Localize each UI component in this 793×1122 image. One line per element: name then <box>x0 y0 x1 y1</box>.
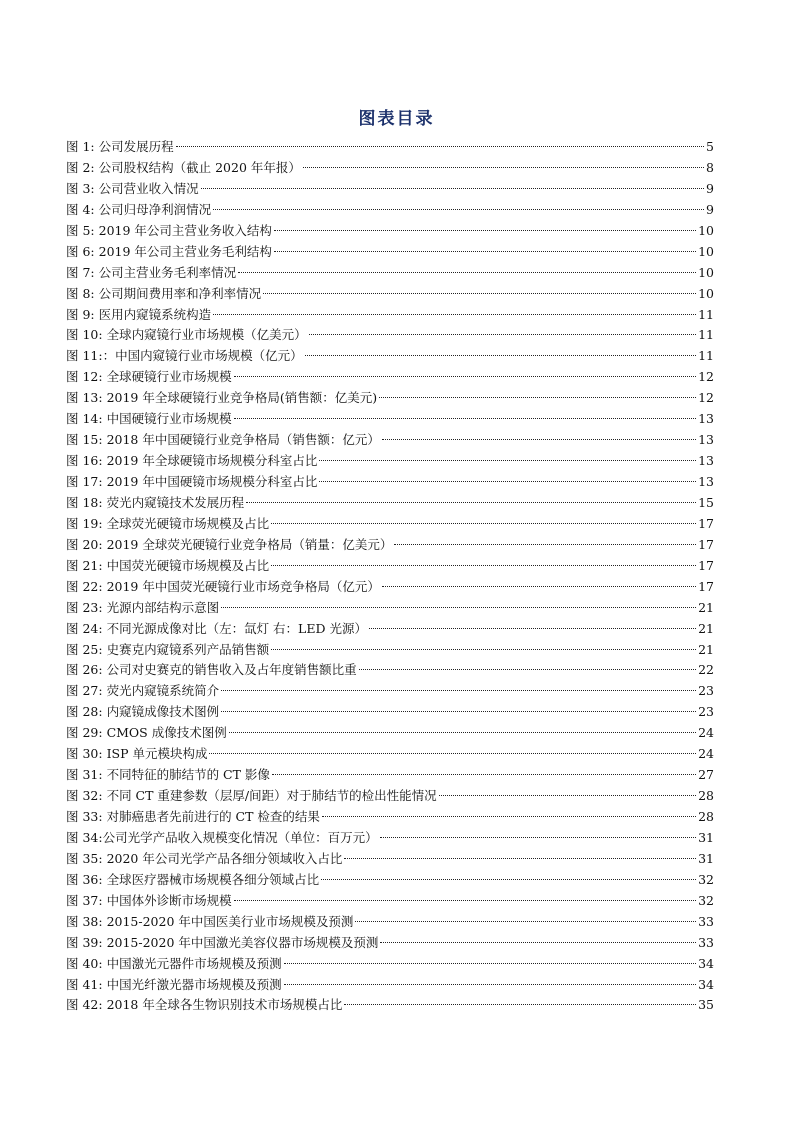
dot-leader <box>234 900 697 901</box>
toc-entry-page-number: 13 <box>698 453 714 469</box>
toc-entry-label: 图 13: 2019 年全球硬镜行业竞争格局(销售额：亿美元) <box>66 390 378 406</box>
dot-leader <box>209 753 696 754</box>
toc-entry-label: 图 33: 对肺癌患者先前进行的 CT 检查的结果 <box>66 809 320 824</box>
toc-entry-page-number: 34 <box>698 976 714 992</box>
toc-entry[interactable] <box>66 954 714 975</box>
toc-entry-page-number: 12 <box>698 369 714 385</box>
dot-leader <box>213 209 704 210</box>
dot-leader <box>321 879 696 880</box>
toc-entry-page-number: 31 <box>698 829 714 845</box>
toc-entry-page-number: 10 <box>698 264 714 280</box>
dot-leader <box>380 837 697 838</box>
toc-entry[interactable] <box>66 598 714 619</box>
dot-leader <box>344 1004 696 1005</box>
dot-leader <box>271 649 696 650</box>
toc-entry-page-number: 34 <box>698 955 714 971</box>
toc-entry-label: 图 9: 医用内窥镜系统构造 <box>66 306 212 322</box>
toc-entry-page-number: 13 <box>698 474 714 489</box>
toc-entry-page-number: 11 <box>698 306 714 322</box>
toc-entry[interactable] <box>66 493 714 514</box>
toc-entry[interactable] <box>66 200 714 221</box>
toc-entry-label: 图 28: 内窥镜成像技术图例 <box>66 704 220 720</box>
toc-entry-page-number: 17 <box>698 578 714 594</box>
toc-entry-page-number: 22 <box>698 662 714 678</box>
toc-entry-page-number: 24 <box>698 746 714 762</box>
toc-entry[interactable] <box>66 723 714 744</box>
toc-entry-page-number: 17 <box>698 515 714 531</box>
toc-entry[interactable] <box>66 807 714 828</box>
toc-entry[interactable] <box>66 451 714 472</box>
toc-entry-label: 图 22: 2019 年中国荧光硬镜行业市场竞争格局（亿元） <box>66 578 380 594</box>
toc-entry[interactable] <box>66 179 714 200</box>
toc-entry[interactable] <box>66 514 714 535</box>
toc-entry[interactable] <box>66 367 714 388</box>
toc-entry-label: 图 40: 中国激光元器件市场规模及预测 <box>66 955 282 971</box>
dot-leader <box>274 251 696 252</box>
dot-leader <box>274 230 696 231</box>
toc-entry-label: 图 8: 公司期间费用率和净利率情况 <box>66 285 262 301</box>
toc-entry-page-number: 31 <box>698 850 714 866</box>
toc-entry[interactable] <box>66 472 714 493</box>
toc-entry-page-number: 33 <box>698 913 714 929</box>
toc-entry-page-number: 13 <box>698 432 714 448</box>
toc-entry[interactable] <box>66 284 714 305</box>
toc-entry[interactable] <box>66 325 714 346</box>
toc-entry-label: 图 37: 中国体外诊断市场规模 <box>66 892 232 908</box>
dot-leader <box>246 502 696 503</box>
dot-leader <box>271 565 696 566</box>
toc-entry-label: 图 12: 全球硬镜行业市场规模 <box>66 369 232 385</box>
toc-entry-page-number: 21 <box>698 641 714 657</box>
toc-entry-page-number: 28 <box>698 788 714 804</box>
toc-entry-label: 图 36: 全球医疗器械市场规模各细分领域占比 <box>66 871 320 887</box>
toc-entry-label: 图 38: 2015-2020 年中国医美行业市场规模及预测 <box>66 913 354 929</box>
toc-entry-label: 图 30: ISP 单元模块构成 <box>66 746 208 762</box>
toc-entry[interactable] <box>66 221 714 242</box>
toc-entry-page-number: 12 <box>698 390 714 406</box>
dot-leader <box>380 942 696 943</box>
toc-entry[interactable] <box>66 870 714 891</box>
toc-entry-label: 图 1: 公司发展历程 <box>66 139 174 154</box>
toc-entry-label: 图 3: 公司营业收入情况 <box>66 180 199 196</box>
toc-entry-label: 图 15: 2018 年中国硬镜行业竞争格局（销售额：亿元） <box>66 432 380 448</box>
toc-entry-page-number: 8 <box>706 159 714 175</box>
toc-entry-label: 图 14: 中国硬镜行业市场规模 <box>66 411 232 427</box>
dot-leader <box>305 355 697 356</box>
toc-entry-label: 图 5: 2019 年公司主营业务收入结构 <box>66 222 272 238</box>
dot-leader <box>229 732 696 733</box>
toc-entry[interactable] <box>66 891 714 912</box>
toc-entry[interactable] <box>66 995 714 1016</box>
toc-entry-label: 图 31: 不同特征的肺结节的 CT 影像 <box>66 767 270 783</box>
toc-entry[interactable] <box>66 702 714 723</box>
toc-entry-label: 图 25: 史赛克内窥镜系列产品销售额 <box>66 641 270 657</box>
dot-leader <box>238 272 696 273</box>
toc-entry-page-number: 10 <box>698 222 714 238</box>
toc-entry[interactable] <box>66 786 714 807</box>
dot-leader <box>263 293 696 294</box>
toc-entry[interactable] <box>66 849 714 870</box>
toc-entry[interactable] <box>66 577 714 598</box>
dot-leader <box>379 397 696 398</box>
toc-entry-page-number: 15 <box>698 494 714 510</box>
dot-leader <box>234 418 697 419</box>
dot-leader <box>309 334 697 335</box>
toc-entry-page-number: 27 <box>698 767 714 783</box>
toc-entry[interactable] <box>66 242 714 263</box>
toc-entry[interactable] <box>66 535 714 556</box>
toc-entry-page-number: 24 <box>698 725 714 741</box>
dot-leader <box>439 795 696 796</box>
toc-entry-label: 图 4: 公司归母净利润情况 <box>66 201 212 217</box>
toc-entry-label: 图 24: 不同光源成像对比（左：氙灯 右：LED 光源） <box>66 620 367 636</box>
dot-leader <box>234 376 697 377</box>
dot-leader <box>271 523 696 524</box>
toc-entry-label: 图 35: 2020 年公司光学产品各细分领域收入占比 <box>66 850 343 866</box>
toc-entry[interactable] <box>66 137 714 158</box>
toc-entry-page-number: 5 <box>706 139 714 154</box>
toc-entry-page-number: 33 <box>698 934 714 950</box>
toc-entry-label: 图 17: 2019 年中国硬镜市场规模分科室占比 <box>66 474 318 489</box>
toc-entry-page-number: 17 <box>698 557 714 573</box>
toc-entry[interactable] <box>66 305 714 326</box>
dot-leader <box>344 858 696 859</box>
toc-entry-page-number: 10 <box>698 243 714 259</box>
dot-leader <box>319 460 696 461</box>
toc-entry-page-number: 10 <box>698 285 714 301</box>
toc-entry-page-number: 9 <box>706 201 714 217</box>
toc-entry[interactable] <box>66 933 714 954</box>
dot-leader <box>382 586 696 587</box>
toc-entry[interactable] <box>66 828 714 849</box>
toc-entry-label: 图 41: 中国光纤激光器市场规模及预测 <box>66 976 282 992</box>
dot-leader <box>221 607 696 608</box>
dot-leader <box>201 188 704 189</box>
dot-leader <box>359 669 697 670</box>
toc-entry-label: 图 19: 全球荧光硬镜市场规模及占比 <box>66 515 270 531</box>
toc-entry[interactable] <box>66 409 714 430</box>
dot-leader <box>382 439 696 440</box>
toc-entry-page-number: 11 <box>698 348 714 364</box>
toc-entry-label: 图 11:：中国内窥镜行业市场规模（亿元） <box>66 348 303 364</box>
toc-entry-label: 图 42: 2018 年全球各生物识别技术市场规模占比 <box>66 997 343 1013</box>
toc-entry-page-number: 32 <box>698 871 714 887</box>
dot-leader <box>284 963 697 964</box>
toc-entry-page-number: 35 <box>698 997 714 1013</box>
dot-leader <box>369 628 696 629</box>
dot-leader <box>355 921 696 922</box>
toc-entry-label: 图 21: 中国荧光硬镜市场规模及占比 <box>66 557 270 573</box>
toc-entry-page-number: 21 <box>698 620 714 636</box>
toc-entry-label: 图 26: 公司对史赛克的销售收入及占年度销售额比重 <box>66 662 357 678</box>
toc-entry[interactable] <box>66 765 714 786</box>
toc-entry-page-number: 23 <box>698 683 714 699</box>
toc-entry-label: 图 10: 全球内窥镜行业市场规模（亿美元） <box>66 327 307 343</box>
dot-leader <box>319 481 696 482</box>
toc-entry[interactable] <box>66 263 714 284</box>
toc-entry-label: 图 34:公司光学产品收入规模变化情况（单位：百万元） <box>66 829 378 845</box>
toc-entry-label: 图 32: 不同 CT 重建参数（层厚/间距）对于肺结节的检出性能情况 <box>66 788 437 804</box>
page-title: 图表目录 <box>358 109 435 129</box>
toc-entry-page-number: 21 <box>698 599 714 615</box>
toc-entry-label: 图 2: 公司股权结构（截止 2020 年年报） <box>66 159 301 175</box>
toc-entry[interactable] <box>66 640 714 661</box>
dot-leader <box>221 711 696 712</box>
toc-entry-page-number: 32 <box>698 892 714 908</box>
toc-entry[interactable] <box>66 681 714 702</box>
toc-entry[interactable] <box>66 556 714 577</box>
dot-leader <box>394 544 696 545</box>
toc-entry[interactable] <box>66 975 714 996</box>
toc-entry-label: 图 39: 2015-2020 年中国激光美容仪器市场规模及预测 <box>66 934 379 950</box>
toc-entry-page-number: 9 <box>706 180 714 196</box>
toc-entry[interactable] <box>66 619 714 640</box>
toc-entry-label: 图 27: 荧光内窥镜系统简介 <box>66 683 220 699</box>
toc-entry[interactable] <box>66 744 714 765</box>
toc-entry[interactable] <box>66 912 714 933</box>
toc-entry-label: 图 29: CMOS 成像技术图例 <box>66 725 227 741</box>
toc-entry[interactable] <box>66 346 714 367</box>
toc-entry-page-number: 23 <box>698 704 714 720</box>
toc-entry[interactable] <box>66 388 714 409</box>
dot-leader <box>221 690 696 691</box>
toc-entry[interactable] <box>66 158 714 179</box>
dot-leader <box>284 984 697 985</box>
dot-leader <box>322 816 696 817</box>
toc-entry-label: 图 23: 光源内部结构示意图 <box>66 599 220 615</box>
toc-entry-label: 图 7: 公司主营业务毛利率情况 <box>66 264 237 280</box>
dot-leader <box>176 146 704 147</box>
dot-leader <box>213 314 696 315</box>
dot-leader <box>303 167 704 168</box>
toc-entry-label: 图 16: 2019 年全球硬镜市场规模分科室占比 <box>66 453 318 469</box>
toc-entry-page-number: 13 <box>698 411 714 427</box>
toc-entry-label: 图 20: 2019 全球荧光硬镜行业竞争格局（销量：亿美元） <box>66 536 393 552</box>
dot-leader <box>272 774 696 775</box>
toc-entry-label: 图 6: 2019 年公司主营业务毛利结构 <box>66 243 272 259</box>
toc-entry-page-number: 11 <box>698 327 714 343</box>
toc-entry-label: 图 18: 荧光内窥镜技术发展历程 <box>66 494 245 510</box>
toc-entry-page-number: 17 <box>698 536 714 552</box>
toc-entry-page-number: 28 <box>698 809 714 824</box>
figure-list <box>66 137 714 1016</box>
toc-entry[interactable] <box>66 430 714 451</box>
toc-entry[interactable] <box>66 660 714 681</box>
